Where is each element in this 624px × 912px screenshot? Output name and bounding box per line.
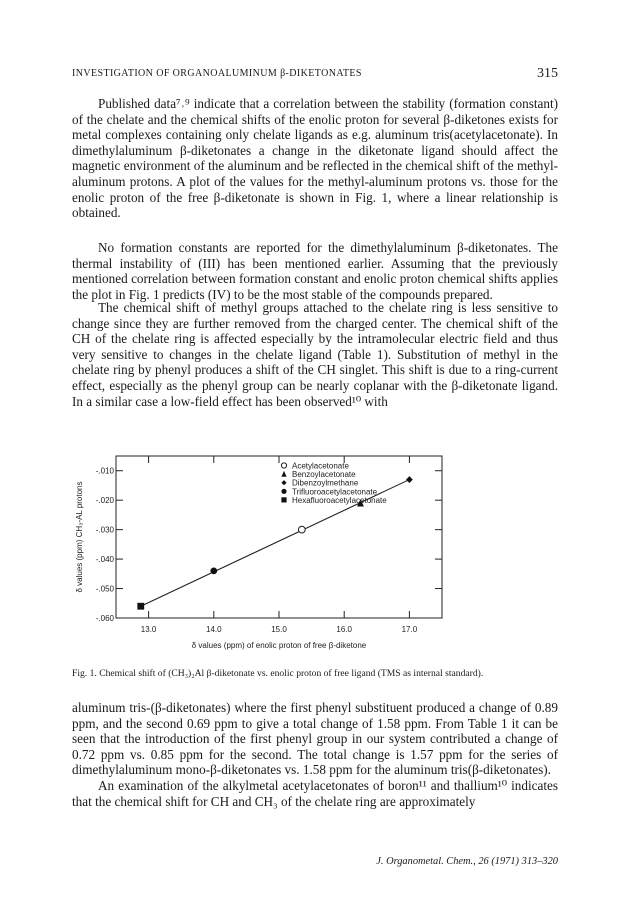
y-tick-label: -.030 <box>95 525 114 535</box>
data-point-hexafluoroacetylacetonate <box>137 603 144 610</box>
legend-label: Trifluoroacetylacetonate <box>292 487 378 497</box>
y-axis-label: δ values (ppm) CH₃-AL protons <box>75 481 84 593</box>
running-header <box>72 68 558 84</box>
x-tick-label: 13.0 <box>140 625 157 634</box>
chart-svg <box>72 448 452 658</box>
x-tick-label: 15.0 <box>271 625 287 634</box>
data-point-acetylacetonate <box>298 526 305 533</box>
legend-marker <box>281 480 286 485</box>
x-tick-label: 17.0 <box>401 625 418 634</box>
legend-marker <box>281 463 286 468</box>
data-point-trifluoroacetylacetonate <box>210 567 217 574</box>
y-tick-label: -.060 <box>95 614 114 623</box>
legend-label: Benzoylacetonate <box>292 470 356 480</box>
paragraph-4: aluminum tris-(β-diketonates) where the first phenyl substituent produced a change of 0.89 ppm, and the second 0.69 ppm to give a total change of 1.58 ppm. From Table 1 it can be seen that the introduction of the first phenyl group in our system contributed a change of 0.72 ppm vs. 0.85 ppm for the second. The total change is 1.57 ppm for the series of dimethylaluminum mono-β-diketonates vs. 1.58 ppm for the aluminum tris(β-diketonates). <box>72 700 558 778</box>
y-tick-label: -.010 <box>95 466 114 476</box>
legend-label: Acetylacetonate <box>292 461 349 471</box>
journal-citation: J. Organometal. Chem., 26 (1971) 313–320 <box>376 856 558 867</box>
legend-label: Hexafluoroacetylacetonate <box>292 495 387 505</box>
legend-marker <box>281 489 286 494</box>
running-title: INVESTIGATION OF ORGANOALUMINUM β-DIKETONATES <box>72 68 362 79</box>
paragraph-2: No formation constants are reported for the dimethylaluminum β-diketonates. The thermal instability of (III) has been mentioned earlier. Assuming that the previously mentioned correlation between formation constant and enolic proton chemical shifts applies the plot in Fig. 1 predicts (IV) to be the most stable of the compounds prepared. <box>72 240 558 302</box>
y-tick-label: -.050 <box>95 584 114 594</box>
plot-frame <box>116 456 442 618</box>
x-tick-label: 14.0 <box>206 625 222 634</box>
figure-caption: Fig. 1. Chemical shift of (CH₃)₂Al β-diketonate vs. enolic proton of free ligand (TMS as internal standard). <box>72 668 484 679</box>
y-tick-label: -.020 <box>95 496 114 506</box>
paragraph-3: The chemical shift of methyl groups attached to the chelate ring is less sensitive to change since they are further removed from the charged center. The chemical shift of the CH of the chelate ring is affected especially by the intramolecular electric field and thus very sensitive to changes in the chelate ligand (Table 1). Substitution of methyl in the chelate ring by phenyl produces a shift of the CH singlet. This shift is due to a ring-current effect, especially as the phenyl group can be nearly coplanar with the β-diketonate ligand. In a similar case a low-field effect has been observed¹⁰ with <box>72 300 558 409</box>
x-axis-label: δ values (ppm) of enolic proton of free β-diketone <box>191 641 367 650</box>
data-point-dibenzoylmethane <box>406 476 413 483</box>
legend-label: Dibenzoylmethane <box>292 478 359 488</box>
legend-marker <box>281 471 286 477</box>
y-tick-label: -.040 <box>95 555 114 565</box>
x-tick-label: 16.0 <box>336 625 352 634</box>
legend-marker <box>281 497 286 502</box>
paragraph-1: Published data⁷˒⁹ indicate that a correlation between the stability (formation constant) of the chelate and the chemical shifts of the enolic proton for several β-diketones exists for metal complexes containing only chelate ligands as e.g. aluminum tris(acetylacetonate). In dimethylaluminum β-diketonates a change in the diketonate ligand should affect the magnetic environment of the aluminum and be reflected in the chemical shift of the methyl-aluminum protons. A plot of the values for the methyl-aluminum protons vs. those for the enolic proton of the free β-diketonate is shown in Fig. 1, where a linear relationship is obtained. <box>72 96 558 221</box>
paragraph-5: An examination of the alkylmetal acetylacetonates of boron¹¹ and thallium¹⁰ indicates that the chemical shift for CH and CH₃ of the chelate ring are approximately <box>72 778 558 809</box>
figure-1-chart <box>72 448 452 663</box>
page-number: 315 <box>537 66 558 81</box>
